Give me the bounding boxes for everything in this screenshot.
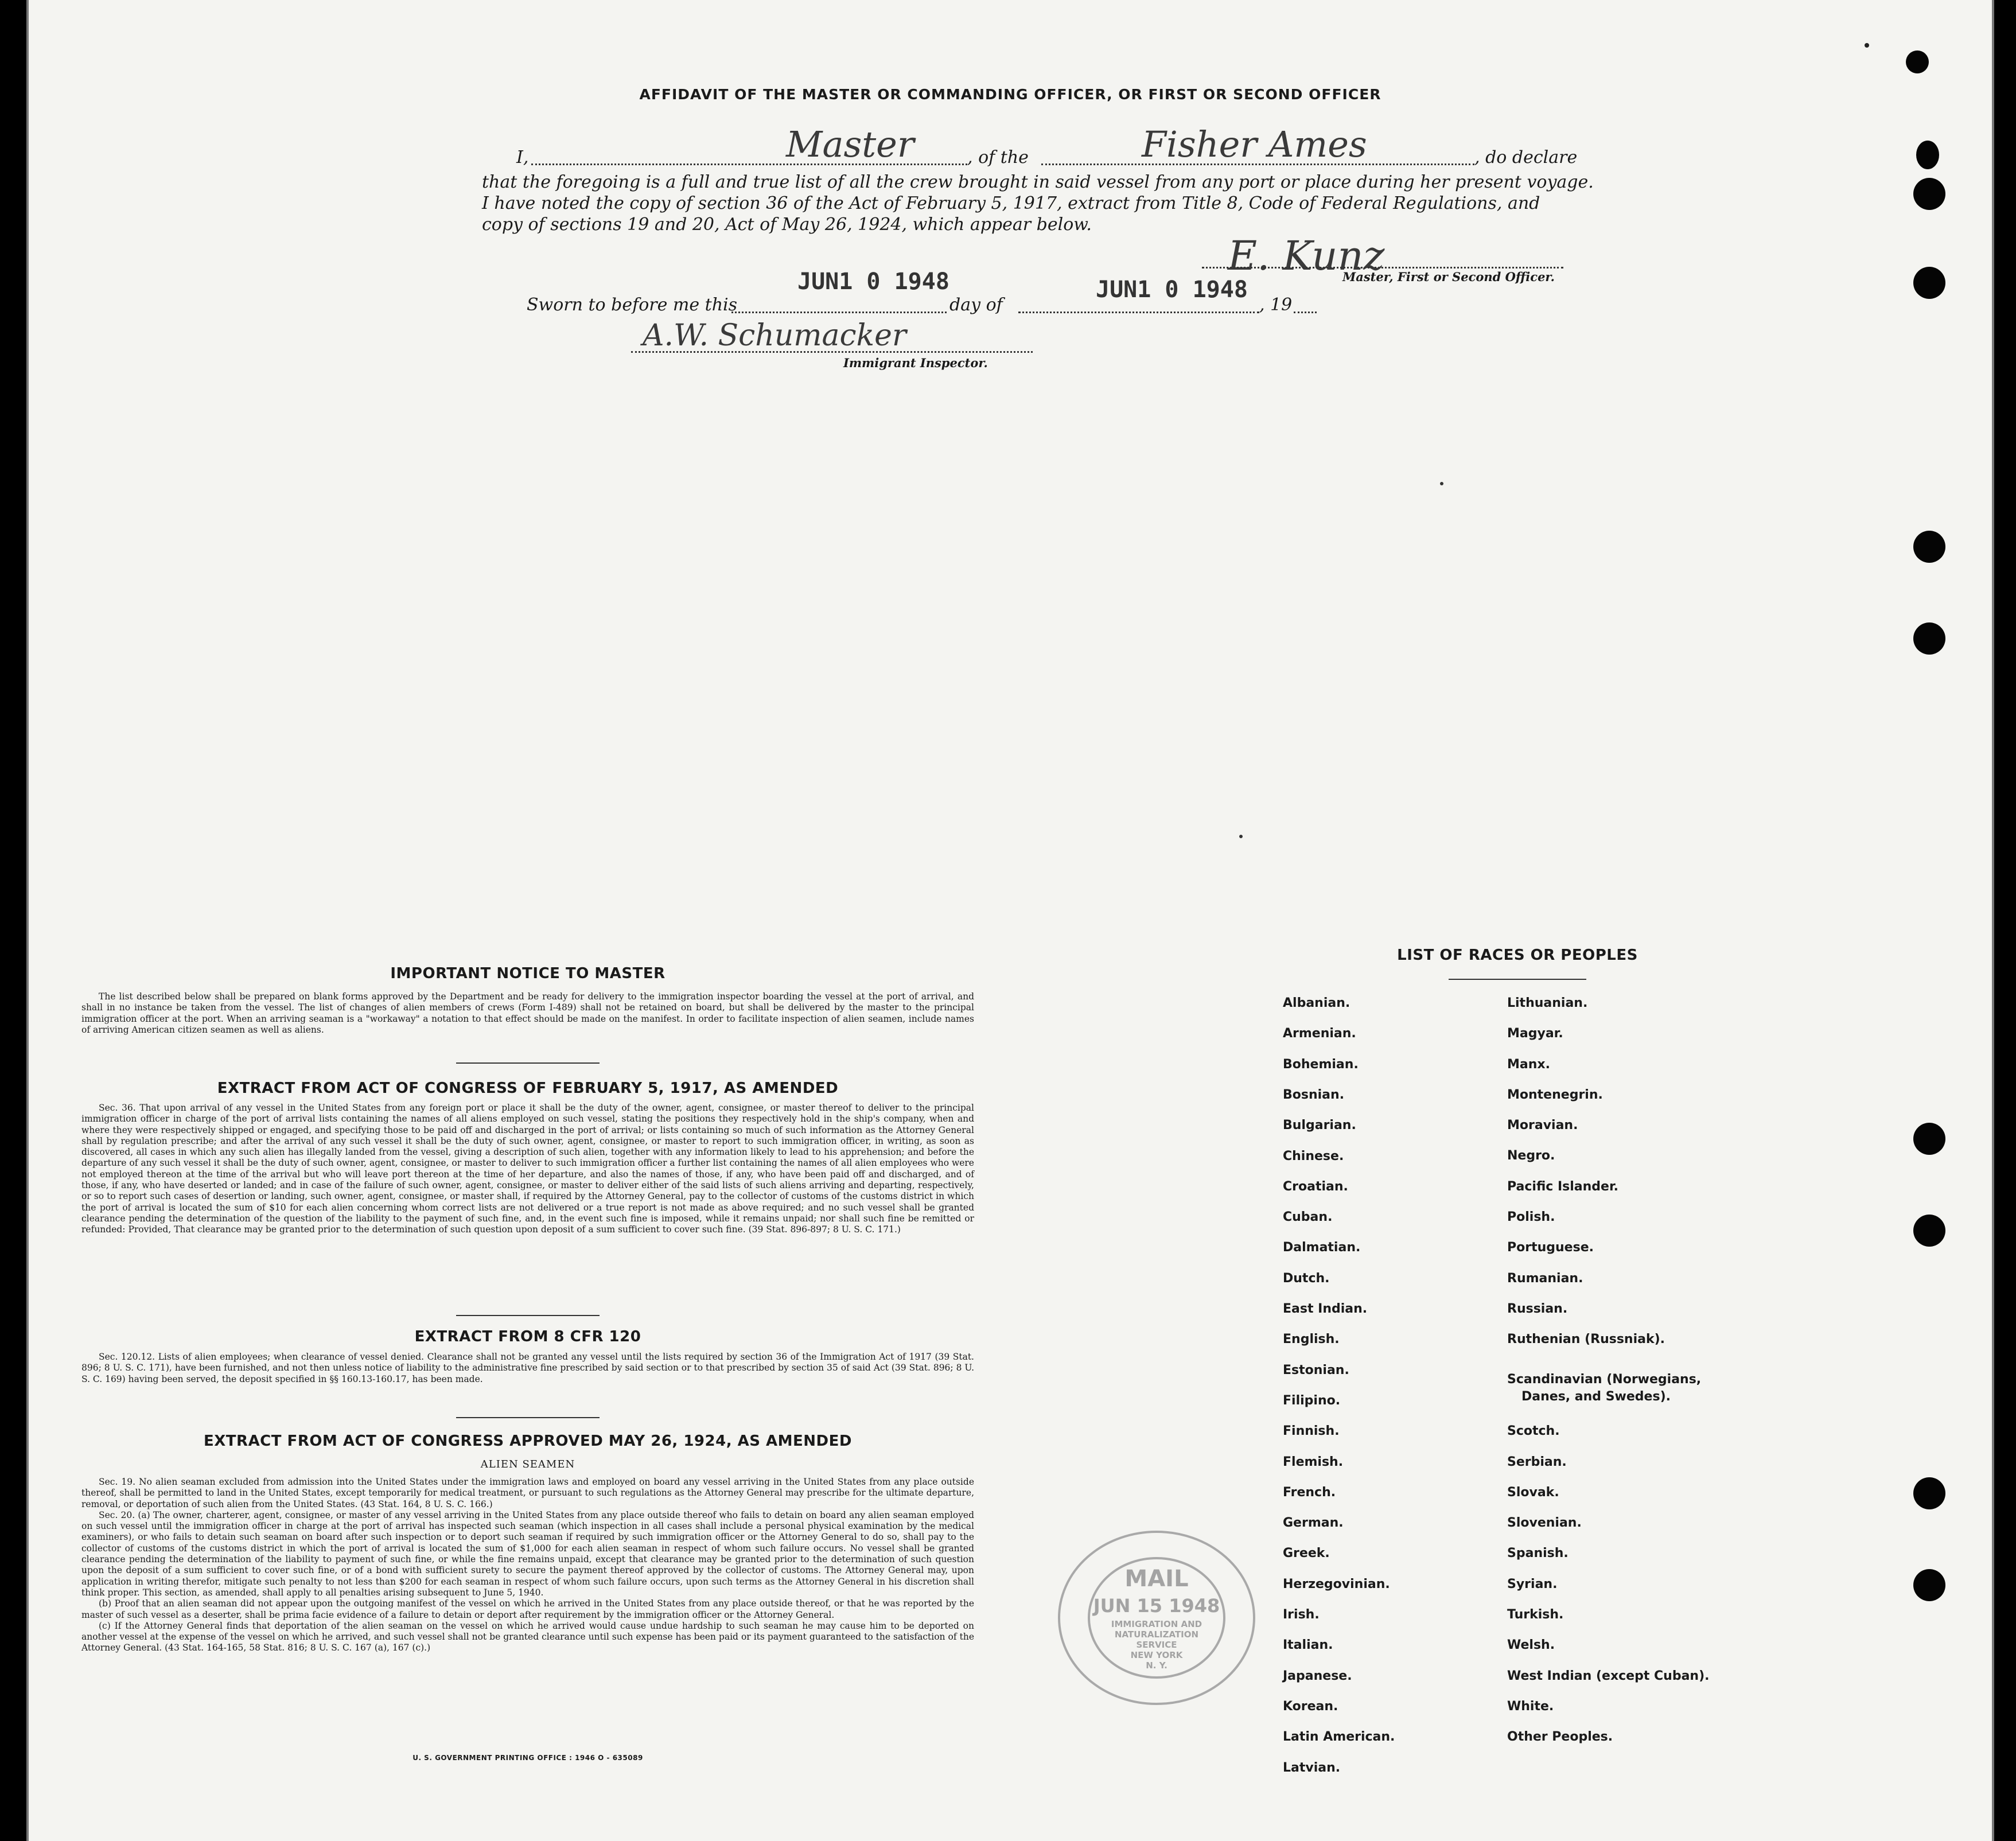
stamp-agency-3: SERVICE (1136, 1640, 1177, 1650)
signature-caption: Master, First or Second Officer. (1342, 270, 1555, 284)
extract-cfr-title: EXTRACT FROM 8 CFR 120 (414, 1328, 641, 1345)
race-item: Scotch. (1507, 1424, 1560, 1438)
stamp-date-text: JUN 15 1948 (1093, 1595, 1220, 1617)
race-item: Korean. (1283, 1699, 1338, 1714)
race-item: Rumanian. (1507, 1271, 1583, 1286)
affidavit-i: I, (516, 147, 529, 168)
race-item: Polish. (1507, 1210, 1555, 1224)
race-item: English. (1283, 1332, 1340, 1346)
race-item: Chinese. (1283, 1149, 1344, 1163)
extract-1924-subtitle: ALIEN SEAMEN (480, 1458, 575, 1470)
race-item: Dutch. (1283, 1271, 1330, 1286)
race-item: Slovenian. (1507, 1516, 1582, 1530)
punch-hole (1913, 1569, 1945, 1601)
extract-1924-title: EXTRACT FROM ACT OF CONGRESS APPROVED MAY 26, 1924, AS AMENDED (204, 1433, 852, 1450)
race-item: Cuban. (1283, 1210, 1333, 1224)
notice-body: The list described below shall be prepared on blank forms approved by the Department and be ready for delivery to the immigration inspector boarding the vessel at the port of arrival, and shall in no instance be taken from the vessel. The list of changes of alien members of crews (Form I-489) shall not be retained on board, but shall be delivered by the master to the principal immigration officer at the port. When an arriving seaman is a "workaway" a notation to that effect should be made on the manifest. In order to facilitate inspection of alien seamen, include names of arriving American citizen seamen as well as aliens. (81, 991, 974, 1035)
divider (1449, 979, 1586, 980)
race-item: Manx. (1507, 1057, 1550, 1072)
stamp-city: NEW YORK (1130, 1650, 1183, 1660)
sworn-day-blank (731, 312, 947, 313)
race-item: German. (1283, 1516, 1344, 1530)
divider (456, 1315, 600, 1316)
race-item: Bosnian. (1283, 1088, 1345, 1102)
mail-received-stamp (1053, 1526, 1260, 1710)
affidavit-of-the: , of the (967, 147, 1029, 168)
sworn-month-blank (1018, 312, 1259, 313)
paper-speck (1865, 43, 1869, 48)
race-item: Finnish. (1283, 1424, 1340, 1438)
master-signature: E. Kunz (1228, 232, 1385, 279)
notice-title: IMPORTANT NOTICE TO MASTER (390, 965, 665, 982)
race-item: Spanish. (1507, 1546, 1569, 1560)
handwritten-vessel: Fisher Ames (1142, 123, 1367, 165)
race-item: Greek. (1283, 1546, 1330, 1560)
race-item: Latin American. (1283, 1730, 1395, 1744)
affidavit-declare: , do declare (1474, 147, 1578, 168)
race-item: Russian. (1507, 1302, 1568, 1316)
document-page (26, 0, 1994, 1841)
race-item: Danes, and Swedes). (1521, 1389, 1671, 1404)
divider (456, 1417, 600, 1418)
affidavit-title: AFFIDAVIT OF THE MASTER OR COMMANDING OFFICER, OR FIRST OR SECOND OFFICER (639, 86, 1381, 103)
race-item: Dalmatian. (1283, 1240, 1361, 1255)
paper-speck (1239, 835, 1243, 838)
race-item: Armenian. (1283, 1026, 1356, 1041)
printing-office-footer: U. S. GOVERNMENT PRINTING OFFICE : 1946 O - 635089 (412, 1754, 643, 1762)
inspector-signature: A.W. Schumacker (643, 318, 906, 353)
race-item: Croatian. (1283, 1180, 1348, 1194)
race-item: Scandinavian (Norwegians, (1507, 1372, 1702, 1387)
race-item: Pacific Islander. (1507, 1180, 1619, 1194)
stamp-date-month: JUN1 0 1948 (1096, 277, 1248, 303)
race-item: Italian. (1283, 1638, 1333, 1652)
sworn-year: , 19 (1259, 295, 1293, 315)
stamp-date-day: JUN1 0 1948 (797, 268, 949, 295)
extract-1917-body: Sec. 36. That upon arrival of any vessel in the United States from any foreign port or place it shall be the duty of the owner, agent, consignee, or master thereof to deliver to the principal immigration officer in charge of the port of arrival lists containing the names of all aliens employed on such vessel, stating the positions they respectively hold in the ship's company, when and where they were respectively shipped or engaged, and specifying those to be paid off and discharged in the port of arrival; or lists containing so much of such information as the Attorney General shall by regulation prescribe; and after the arrival of any such vessel it shall be the duty of such owner, agent, consignee, or master to report to such immigration officer, in writing, as soon as discovered, all cases in which any such alien has illegally landed from the vessel, giving a description of such alien, together with any information likely to lead to his apprehension; and before the departure of any such vessel it shall be the duty of such owner, agent, consignee, or master to deliver to such immigration officer a further list containing the names of all alien employees who were not employed thereon at the time of the arrival but who will leave port thereon at the time of her departure, and also the names of those, if any, who have been paid off and discharged, and of those, if any, who have deserted or landed; and in case of the failure of such owner, agent, consignee, or master to deliver either of the said lists of such aliens arriving and departing, respectively, or so to report such cases of desertion or landing, such owner, agent, consignee, or master shall, if required by the Attorney General, pay to the collector of customs of the customs district in which the port of arrival is located the sum of $10 for each alien concerning whom correct lists are not delivered or a true report is not made as above required; and no such vessel shall be granted clearance pending the determination of the question of the liability to the payment of such fine, and, in the event such fine is imposed, while it remains unpaid; nor shall such fine be remitted or refunded: Provided, That clearance may be granted prior to the determination of such question upon deposit of a sum sufficient to cover such fine. (39 Stat. 896-897; 8 U. S. C. 171.) (81, 1103, 974, 1235)
affidavit-line-3: I have noted the copy of section 36 of the Act of February 5, 1917, extract from Title 8, Code of Federal Regulations, and (482, 193, 1540, 213)
race-item: Herzegovinian. (1283, 1577, 1390, 1591)
race-item: Montenegrin. (1507, 1088, 1603, 1102)
punch-hole (1913, 1123, 1945, 1155)
sworn-day-of: day of (949, 295, 1003, 315)
handwritten-rank: Master (786, 123, 914, 165)
race-item: Lithuanian. (1507, 996, 1588, 1010)
sworn-year-blank (1294, 312, 1317, 313)
stamp-state: N. Y. (1146, 1660, 1167, 1671)
signature-blank (1202, 267, 1563, 268)
races-title: LIST OF RACES OR PEOPLES (1397, 947, 1638, 964)
race-item: Other Peoples. (1507, 1730, 1613, 1744)
punch-hole (1916, 141, 1939, 169)
race-item: Magyar. (1507, 1026, 1563, 1041)
punch-hole (1913, 1477, 1945, 1509)
divider (456, 1062, 600, 1064)
race-item: Slovak. (1507, 1485, 1559, 1500)
inspector-blank (631, 351, 1033, 353)
race-item: Irish. (1283, 1608, 1320, 1622)
race-item: Bohemian. (1283, 1057, 1359, 1072)
extract-1917-title: EXTRACT FROM ACT OF CONGRESS OF FEBRUARY 5, 1917, AS AMENDED (217, 1080, 839, 1097)
race-item: Serbian. (1507, 1455, 1567, 1469)
punch-hole (1913, 178, 1945, 210)
sworn-prefix: Sworn to before me this (527, 295, 738, 315)
punch-hole (1913, 1215, 1945, 1247)
race-item: Bulgarian. (1283, 1118, 1356, 1132)
race-item: East Indian. (1283, 1302, 1368, 1316)
race-item: Filipino. (1283, 1394, 1341, 1408)
race-item: Albanian. (1283, 996, 1351, 1010)
race-item: White. (1507, 1699, 1554, 1714)
race-item: Flemish. (1283, 1455, 1344, 1469)
extract-cfr-body: Sec. 120.12. Lists of alien employees; when clearance of vessel denied. Clearance shall not be granted any vessel until the lists required by section 36 of the Immigration Act of 1917 (39 Stat. 896; 8 U. S. C. 171), have been furnished, and not then unless notice of liability to the administrative fine prescribed by said section or to that prescribed by section 35 of said Act (39 Stat. 896; 8 U. S. C. 169) having been served, the deposit specified in §§ 160.13-160.17, has been made. (81, 1352, 974, 1384)
race-item: Estonian. (1283, 1363, 1349, 1377)
punch-hole (1913, 622, 1945, 655)
punch-hole (1913, 267, 1945, 299)
race-item: Japanese. (1283, 1669, 1352, 1683)
race-item: Welsh. (1507, 1638, 1555, 1652)
stamp-agency-1: IMMIGRATION AND (1111, 1619, 1202, 1629)
stamp-mail-text: MAIL (1124, 1566, 1189, 1592)
race-item: Moravian. (1507, 1118, 1578, 1132)
race-item: Negro. (1507, 1149, 1555, 1163)
affidavit-line-4: copy of sections 19 and 20, Act of May 26, 1924, which appear below. (482, 215, 1092, 235)
stamp-agency-2: NATURALIZATION (1114, 1629, 1199, 1640)
extract-1924-body: Sec. 19. No alien seaman excluded from admission into the United States under the immigration laws and employed on board any vessel arriving in the United States from any place outside thereof, shall be permitted to land in the United States, except temporarily for medical treatment, or pursuant to such regulations as the Attorney General may prescribe for the ultimate departure, removal, or deportation of such alien from the United States. (43 Stat. 164, 8 U. S. C. 166.) Sec. 20. (a) The owner, charterer, agent, consignee, or master of any vessel arriving in the United States from any place outside thereof who fails to detain on board any alien seaman employed on such vessel until the immigration officer in charge at the port of arrival has inspected such seaman (which inspection in all cases shall include a personal physical examination by the medical examiners), or who fails to detain such seaman on board after such inspection or to deport such seaman if required by such immigration officer or the Attorney General to do so, shall pay to the collector of customs of the customs district in which the port of arrival is located the sum of $1,000 for each alien seaman in respect of whom such failure occurs. No vessel shall be granted clearance pending the determination of the liability to payment of such fine, or while the fine remains unpaid, except that clearance may be granted prior to the determination of such question upon the deposit of a sum sufficient to cover such fine, or of a bond with sufficient surety to secure the payment thereof approved by the collector of customs. The Attorney General may, upon application in writing therefor, mitigate such penalty to not less than $200 for each seaman in respect of whom such failure occurs, upon such terms as the Attorney General in his discretion shall think proper. This section, as amended, shall apply to all penalties arising subsequent to June 5, 1940. (b) Proof that an alien seaman did not appear upon the outgoing manifest of the vessel on which he arrived in the United States from any place outside thereof, or that he was reported by the master of such vessel as a deserter, shall be prima facie evidence of a failure to detain or deport after requirement by the immigration officer or the Attorney General. (c) If the Attorney General finds that deportation of the alien seaman on the vessel on which he arrived would cause undue hardship to such seaman he may cause him to be deported on another vessel at the expense of the vessel on which he arrived, and such vessel shall not be granted clearance until such expense has been paid or its payment guaranteed to the satisfaction of the Attorney General. (43 Stat. 164-165, 58 Stat. 816; 8 U. S. C. 167 (a), 167 (c).) (81, 1477, 974, 1653)
race-item: Latvian. (1283, 1761, 1341, 1775)
race-item: Turkish. (1507, 1608, 1564, 1622)
race-item: West Indian (except Cuban). (1507, 1669, 1710, 1683)
affidavit-line-2: that the foregoing is a full and true list of all the crew brought in said vessel from any port or place during her present voyage. (482, 172, 1594, 192)
race-item: Ruthenian (Russniak). (1507, 1332, 1665, 1346)
inspector-caption: Immigrant Inspector. (843, 356, 988, 370)
race-item: French. (1283, 1485, 1336, 1500)
race-item: Portuguese. (1507, 1240, 1594, 1255)
paper-speck (1440, 482, 1443, 485)
punch-hole (1906, 50, 1929, 73)
punch-hole (1913, 531, 1945, 563)
race-item: Syrian. (1507, 1577, 1558, 1591)
